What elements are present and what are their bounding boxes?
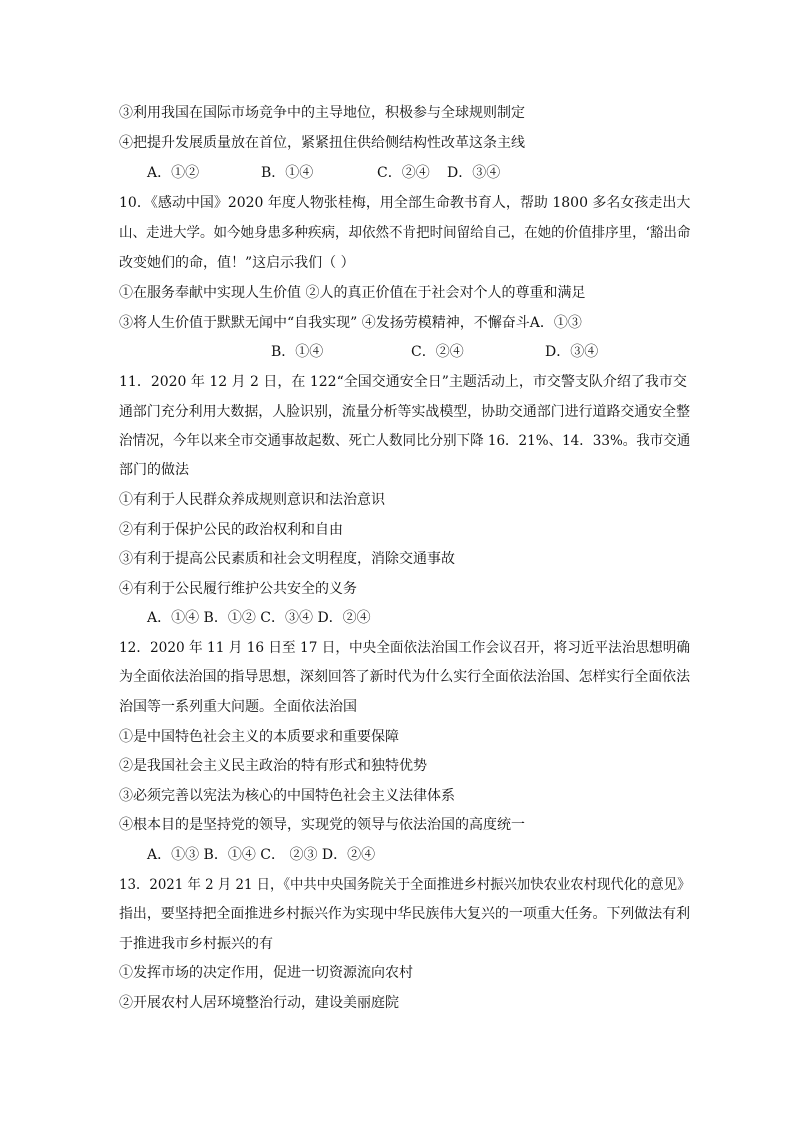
q11-stem-line-4: 部门的做法 [119, 462, 189, 478]
q9-choices [147, 163, 500, 183]
q13-option-2: ②开展农村人居环境整治行动，建设美丽庭院 [119, 995, 399, 1011]
q12-stem-line-3: 治国等一系列重大问题。全面依法治国 [119, 699, 357, 715]
q12-option-3: ③必须完善以宪法为核心的中国特色社会主义法律体系 [119, 788, 455, 804]
q9-choice-c: C．②④ [377, 165, 430, 181]
q12-choices: A．①③ B．①④ C． ②③ D．②④ [147, 847, 376, 863]
q12-option-4: ④根本目的是坚持党的领导，实现党的领导与依法治国的高度统一 [119, 817, 525, 833]
q11-stem-line-2: 通部门充分利用大数据，人脸识别，流量分析等实战模型，协助交通部门进行道路交通安全整 [119, 404, 691, 420]
q13-stem-line-1: 13．2021 年 2 月 21 日，《中共中央国务院关于全面推进乡村振兴加快农业农村现代化的意见》 [119, 877, 691, 893]
q10-stem-line-1: 10．《感动中国》2020 年度人物张桂梅，用全部生命教书育人，帮助 1800 多名女孩走出大 [119, 195, 691, 211]
q9-choice-b: B．①④ [261, 165, 314, 181]
q10-options-3-4: ③将人生价值于默默无闻中“自我实现” ④发扬劳模精神，不懈奋斗A．①③ [119, 315, 582, 331]
q10-stem-line-3: 改变她们的命，值！”这启示我们（ ） [119, 255, 355, 271]
q12-stem-line-1: 12．2020 年 11 月 16 日至 17 日，中央全面依法治国工作会议召开，将习近平法治思想明确 [119, 640, 691, 656]
q11-option-4: ④有利于公民履行维护公共安全的义务 [119, 581, 357, 597]
q10-choice-c: C．②④ [411, 344, 464, 360]
q10-options-1-2: ①在服务奉献中实现人生价值 ②人的真正价值在于社会对个人的尊重和满足 [119, 285, 586, 301]
q10-stem-line-2: 山、走进大学。如今她身患多种疾病，却依然不肯把时间留给自己，在她的价值排序里，‘豁出命 [119, 225, 691, 241]
q11-option-2: ②有利于保护公民的政治权利和自由 [119, 522, 343, 538]
q12-option-2: ②是我国社会主义民主政治的特有形式和独特优势 [119, 758, 427, 774]
q13-option-1: ①发挥市场的决定作用，促进一切资源流向农村 [119, 965, 413, 981]
q11-stem-line-1: 11．2020 年 12 月 2 日，在 122“全国交通安全日”主题活动上，市交警支队介绍了我市交 [119, 374, 687, 390]
q9-choice-a: A．①② [147, 165, 200, 181]
q12-stem-line-2: 为全面依法治国的指导思想，深刻回答了新时代为什么实行全面依法治国、怎样实行全面依法 [119, 669, 691, 685]
q11-stem-line-3: 治情况，今年以来全市交通事故起数、死亡人数同比分别下降 16．21%、14．33%。我市交通 [119, 433, 691, 449]
q13-stem-line-3: 于推进我市乡村振兴的有 [119, 936, 273, 952]
q11-option-3: ③有利于提高公民素质和社会文明程度，消除交通事故 [119, 551, 455, 567]
q10-choices [271, 342, 598, 362]
q9-choice-d: D．③④ [447, 165, 501, 181]
q11-choices: A．①④ B．①② C．③④ D．②④ [147, 610, 371, 626]
q9-option-4: ④把提升发展质量放在首位，紧紧扭住供给侧结构性改革这条主线 [119, 135, 525, 151]
q11-option-1: ①有利于人民群众养成规则意识和法治意识 [119, 492, 385, 508]
q10-choice-b: B．①④ [271, 344, 324, 360]
q13-stem-line-2: 指出，要坚持把全面推进乡村振兴作为实现中华民族伟大复兴的一项重大任务。下列做法有利 [119, 906, 691, 922]
q12-option-1: ①是中国特色社会主义的本质要求和重要保障 [119, 729, 399, 745]
q10-choice-d: D．③④ [545, 344, 599, 360]
q9-option-3: ③利用我国在国际市场竞争中的主导地位，积极参与全球规则制定 [119, 105, 525, 121]
